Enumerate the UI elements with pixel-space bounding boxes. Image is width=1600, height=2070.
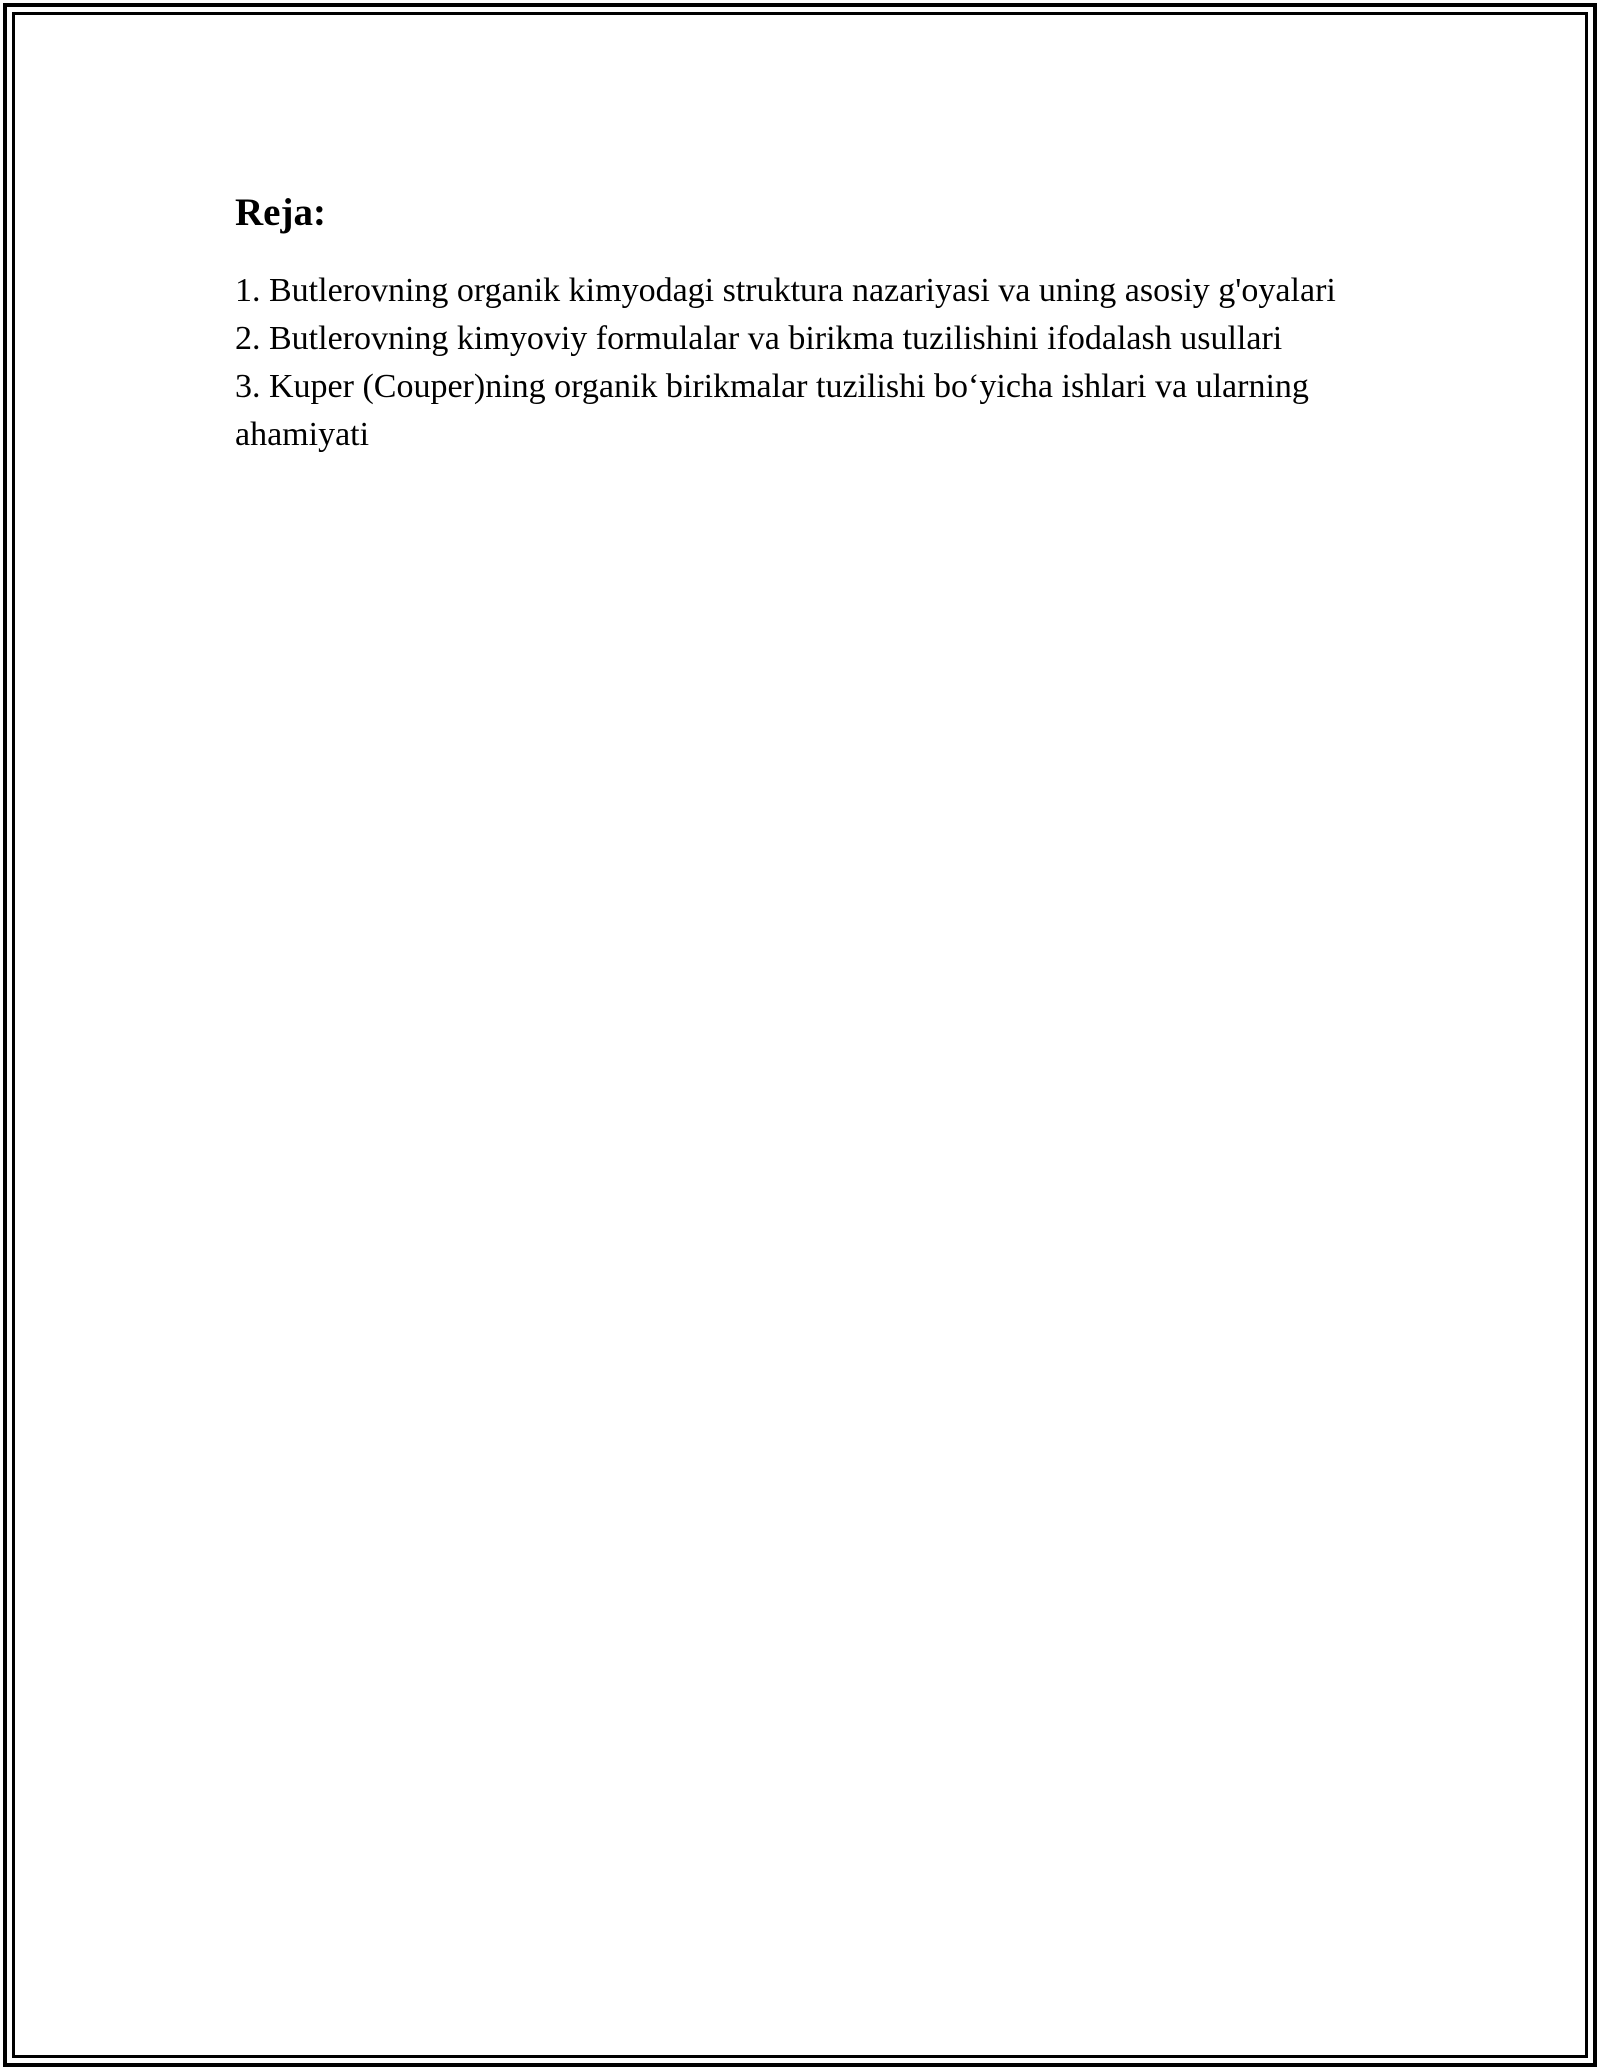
plan-item-2: 2. Butlerovning kimyoviy formulalar va birikma tuzilishini ifodalash usullari — [235, 320, 1283, 357]
plan-list — [235, 267, 1415, 459]
plan-item-1: 1. Butlerovning organik kimyodagi struktura nazariyasi va uning asosiy g'oyalari — [235, 272, 1336, 309]
plan-item-3: 3. Kuper (Couper)ning organik birikmalar tuzilishi bo‘yicha ishlari va ularning ahamiyati — [235, 368, 1309, 453]
page-content — [235, 185, 1415, 459]
plan-heading: Reja: — [235, 191, 326, 234]
